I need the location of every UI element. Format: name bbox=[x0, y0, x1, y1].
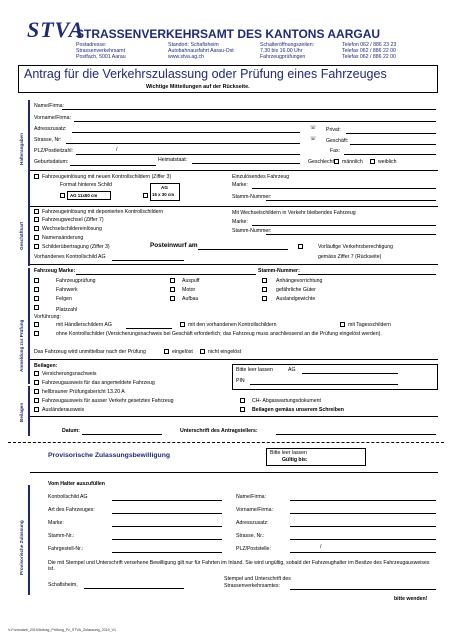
label-unterschrift: Unterschrift des Antragstellers: bbox=[180, 428, 258, 434]
section-beilagen: Beilagen bbox=[19, 402, 24, 422]
item3-checkbox[interactable] bbox=[34, 217, 39, 222]
stempel-field[interactable] bbox=[290, 589, 436, 590]
label-eingeloest: eingelöst bbox=[172, 349, 193, 355]
label-prov-title: Provisorische Zulassungsbewilligung bbox=[48, 452, 170, 459]
motor-checkbox[interactable] bbox=[170, 287, 175, 292]
divider-1 bbox=[30, 170, 438, 171]
ch-checkbox[interactable] bbox=[240, 398, 245, 403]
unterschrift-field[interactable] bbox=[276, 434, 436, 435]
divider-4 bbox=[30, 359, 438, 360]
vorname-field[interactable] bbox=[74, 121, 436, 122]
weiblich-checkbox[interactable] bbox=[370, 159, 375, 164]
label-vorlaeufig: Vorläufige Verkehrsberechtigung bbox=[318, 244, 393, 250]
name-field[interactable] bbox=[62, 109, 436, 110]
divider-5 bbox=[30, 416, 438, 417]
label-stempel2: Strassenverkehrsamtes: bbox=[224, 583, 280, 589]
prov-name-field[interactable] bbox=[290, 500, 436, 501]
label-schafisheim: Schafisheim, bbox=[48, 582, 78, 588]
logo: STVA bbox=[27, 17, 85, 42]
prov-vorname-field[interactable] bbox=[290, 513, 436, 514]
label-heimatstaat: Heimatstaat: bbox=[158, 157, 188, 163]
strasse-field[interactable] bbox=[66, 143, 300, 144]
divider-2 bbox=[30, 206, 438, 207]
datum-field[interactable] bbox=[82, 434, 162, 435]
item5-checkbox[interactable] bbox=[34, 235, 39, 240]
label-privat: Privat: bbox=[326, 127, 341, 133]
label-marke: Marke: bbox=[232, 182, 248, 188]
provisorisch-bar bbox=[28, 485, 30, 595]
prov-art-field[interactable] bbox=[112, 513, 222, 514]
label-wenden: bitte wenden! bbox=[394, 596, 428, 602]
label-einzuloesend: Einzulösendes Fahrzeug bbox=[232, 174, 290, 180]
label-prov-kontrollschild: Kontrollschild AG bbox=[48, 494, 88, 500]
marke-field[interactable] bbox=[252, 188, 436, 189]
item4-checkbox[interactable] bbox=[34, 226, 39, 231]
platzzahl-checkbox[interactable] bbox=[34, 305, 39, 310]
label-format: Format hinteres Schild bbox=[60, 182, 112, 188]
label-prov-art: Art des Fahrzeuges: bbox=[48, 507, 95, 513]
label-item6: Schilderübertragung (Ziffer 3) bbox=[42, 244, 110, 250]
tages-checkbox[interactable] bbox=[340, 322, 345, 327]
header-col-4: Telefon 062 / 886 23 23 Telefax 062 / 886 22 00 Telefax 062 / 886 22 00 bbox=[342, 42, 397, 60]
label-item2: Fahrzeugeinlösung mit deponierten Kontrollschildern bbox=[42, 209, 164, 215]
beilage2-checkbox[interactable] bbox=[34, 380, 39, 385]
fahrwerk-checkbox[interactable] bbox=[34, 287, 39, 292]
label-motor: Motor bbox=[182, 287, 196, 293]
label-geburtsdatum: Geburtsdatum: bbox=[34, 159, 69, 165]
prov-marke-field[interactable] bbox=[112, 526, 222, 527]
header-col-3: Schalteröffnungszeiten: 7.30 bis 16.00 Uhr Fahrzeugprüfungen bbox=[260, 42, 315, 60]
vorhanden-field[interactable] bbox=[112, 260, 184, 261]
gemaess-checkbox[interactable] bbox=[240, 407, 245, 412]
label-tages: mit Tagesschildern bbox=[348, 322, 391, 328]
label-ch: CH- Abgaswartungsdokument bbox=[252, 398, 321, 404]
aufbau-checkbox[interactable] bbox=[170, 296, 175, 301]
gefaehrlich-checkbox[interactable] bbox=[262, 287, 267, 292]
adresszusatz-field[interactable] bbox=[72, 132, 300, 133]
item1-checkbox[interactable] bbox=[34, 174, 39, 179]
label-platzzahl: Platzzahl bbox=[56, 307, 78, 313]
ag-small-checkbox[interactable] bbox=[60, 193, 65, 198]
label-geschaeft: Geschäft: bbox=[326, 138, 349, 144]
label-prov-fahrgestell: Fahrgestell-Nr.: bbox=[48, 546, 84, 552]
prov-plz-slash: / bbox=[320, 544, 322, 550]
label-beilage1: Versicherungsnachweis bbox=[42, 371, 97, 377]
prov-strasse-field[interactable] bbox=[290, 539, 436, 540]
section-pruefung: Anmeldung zur Prüfung bbox=[19, 319, 24, 372]
footer-ref: V-Formulare_2019/Antrag_Prüfung_Fz_STVA_Zulassung_2019_V1 bbox=[8, 628, 117, 632]
ag-big-checkbox[interactable] bbox=[143, 193, 148, 198]
label-gueltig: Gültig bis: bbox=[282, 457, 308, 463]
beilage4-checkbox[interactable] bbox=[34, 398, 39, 403]
label-name: Name/Firma: bbox=[34, 103, 64, 109]
header-col-2: Standort: Schafisheim Autobahnausfahrt Aarau-Ost www.stva.ag.ch bbox=[168, 42, 234, 60]
label-posteinwurf: Posteinwurf am bbox=[150, 242, 198, 249]
pin-field[interactable] bbox=[250, 384, 398, 385]
label-datum: Datum: bbox=[62, 428, 80, 434]
label-wechsel: Mit Wechselschildern in Verkehr bleibendes Fahrzeug bbox=[232, 210, 356, 216]
section-geschaeft: Geschäftsart bbox=[19, 221, 24, 250]
stamm-field[interactable] bbox=[266, 200, 436, 201]
label-item3: Fahrzeugwechsel (Ziffer 7) bbox=[42, 217, 104, 223]
ag-big-top: AG bbox=[161, 185, 168, 190]
marke2-field[interactable] bbox=[252, 225, 436, 226]
label-marke2: Marke: bbox=[232, 219, 248, 225]
label-pruef-marke: Fahrzeug Marke: bbox=[34, 268, 76, 274]
label-ag: AG bbox=[288, 367, 296, 373]
pruef-stamm-field[interactable] bbox=[298, 274, 436, 275]
label-geschlecht: Geschlecht bbox=[308, 159, 334, 165]
label-weiblich: weiblich bbox=[378, 159, 397, 165]
label-beilage3: hellbrauner Prüfungsbericht 13.20 A bbox=[42, 389, 125, 395]
label-vorname: Vorname/Firma: bbox=[34, 115, 71, 121]
stamm2-field[interactable] bbox=[266, 234, 436, 235]
geburtsdatum-field[interactable] bbox=[70, 165, 156, 166]
label-stamm: Stamm-Nummer: bbox=[232, 194, 272, 200]
prov-adresszusatz-field[interactable] bbox=[290, 526, 436, 527]
label-vorfuehrung: Vorführung: bbox=[34, 314, 61, 320]
divider-6 bbox=[30, 472, 438, 473]
prov-plz-field[interactable] bbox=[290, 552, 436, 553]
ag-big-size: 16 x 30 cm bbox=[152, 192, 175, 197]
maennlich-checkbox[interactable] bbox=[334, 159, 339, 164]
label-auspuff: Auspuff bbox=[182, 278, 200, 284]
section-provisorisch: Provisorische Zulassung bbox=[19, 520, 24, 575]
form-subtitle: Wichtige Mitteilungen auf der Rückseite. bbox=[146, 84, 250, 90]
label-beilage5: Ausländerausweis bbox=[42, 407, 85, 413]
label-fahrwerk: Fahrwerk bbox=[56, 287, 78, 293]
label-beilagen-gemaess: Beilagen gemäss unserem Schreiben bbox=[252, 407, 344, 413]
label-fax: Fax: bbox=[330, 148, 341, 154]
label-beilagen: Beilagen: bbox=[34, 363, 58, 369]
label-haendler: mit Händlerschildern AG bbox=[56, 322, 112, 328]
ausland-checkbox[interactable] bbox=[262, 296, 267, 301]
item6-checkbox[interactable] bbox=[34, 244, 39, 249]
label-beilage2: Fahrzeugausweis für das angemeldete Fahrzeug bbox=[42, 380, 155, 386]
section-halter: Halterangaben bbox=[19, 133, 24, 165]
plz-slash: / bbox=[116, 147, 118, 153]
plz-field[interactable] bbox=[76, 154, 300, 155]
ohne-checkbox[interactable] bbox=[34, 331, 39, 336]
label-item1: Fahrzeugeinlösung mit neuen Kontrollschildern (Ziffer 3) bbox=[42, 174, 172, 180]
felgen-checkbox[interactable] bbox=[34, 296, 39, 301]
pruef-marke-field[interactable] bbox=[76, 274, 256, 275]
schafisheim-field[interactable] bbox=[84, 588, 184, 589]
label-vorhandenen: mit den vorhandenen Kontrollschildern bbox=[188, 322, 277, 328]
label-nicht: nicht eingelöst bbox=[208, 349, 242, 355]
label-stempel: Stempel und Unterschrift des bbox=[224, 576, 291, 582]
prov-kontrollschild-field[interactable] bbox=[112, 500, 222, 501]
label-nach: Das Fahrzeug wird unmittelbar nach der Prüfung bbox=[34, 349, 146, 355]
label-maennlich: männlich bbox=[342, 159, 363, 165]
haendler-field[interactable] bbox=[126, 328, 172, 329]
label-bitte: Bitte leer lassen bbox=[236, 367, 273, 373]
label-prov-vorname: Vorname/Firma: bbox=[236, 507, 273, 513]
label-prov-name: Name/Firma: bbox=[236, 494, 266, 500]
geschaeft-bar bbox=[28, 174, 30, 266]
beilage3-checkbox[interactable] bbox=[34, 389, 39, 394]
label-prov-plz: PLZ/Poststelle: bbox=[236, 546, 271, 552]
label-beilage4: Fahrzeugausweis für ausser Verkehr gesetztes Fahrzeug bbox=[42, 398, 174, 404]
label-strasse: Strasse, Nr: bbox=[34, 137, 62, 143]
header-col-1: Postadresse: Strassenverkehrsamt Postfach, 5001 Aarau bbox=[76, 42, 126, 60]
label-fahrzeugpruefung: Fahrzeugprüfung bbox=[56, 278, 96, 284]
label-prov-hinweis: Die mit Stempel und Unterschrift versehene Bewilligung gilt nur für Fahrten im Inland. Sie wird ungültig, sobald der Fahrzeughalter im Besitze des Fahrzeugausweises ist. bbox=[48, 560, 430, 572]
item2-checkbox[interactable] bbox=[34, 209, 39, 214]
beilage1-checkbox[interactable] bbox=[34, 371, 39, 376]
prov-fahrgestell-field[interactable] bbox=[112, 552, 222, 553]
auspuff-checkbox[interactable] bbox=[170, 278, 175, 283]
anhaenge-checkbox[interactable] bbox=[262, 278, 267, 283]
fahrzeugpruefung-checkbox[interactable] bbox=[34, 278, 39, 283]
label-plz: PLZ/Postleitzahl: bbox=[34, 148, 73, 154]
label-item5: Namensänderung bbox=[42, 235, 84, 241]
label-vom-halter: Vom Halter auszufüllen bbox=[48, 481, 105, 487]
label-ausland: Auslandgewichte bbox=[276, 296, 316, 302]
nicht-checkbox[interactable] bbox=[200, 349, 205, 354]
privat-field[interactable] bbox=[346, 133, 436, 134]
label-vorhanden: Vorhandenes Kontrollschild AG bbox=[34, 254, 106, 260]
label-gefaehrlich: gefährliche Güter bbox=[276, 287, 316, 293]
label-pin: PIN bbox=[236, 378, 245, 384]
divider-3 bbox=[30, 264, 438, 265]
beilage5-checkbox[interactable] bbox=[34, 407, 39, 412]
halter-bar bbox=[28, 100, 30, 176]
ag-field[interactable] bbox=[302, 373, 398, 374]
haendler-checkbox[interactable] bbox=[34, 322, 39, 327]
label-prov-stamm: Stamm-Nr.: bbox=[48, 533, 75, 539]
label-prov-adresszusatz: Adresszusatz: bbox=[236, 520, 269, 526]
label-stamm2: Stamm-Nummer: bbox=[232, 228, 272, 234]
geschaeft-field[interactable] bbox=[350, 144, 436, 145]
fax-field[interactable] bbox=[344, 154, 436, 155]
ag-small-plate: AG 11x50 cm bbox=[67, 191, 111, 200]
label-pruef-stamm: Stamm-Nummer: bbox=[258, 268, 300, 274]
label-item4: Wechselschildereinlösung bbox=[42, 226, 102, 232]
vorlaeufig-checkbox[interactable] bbox=[298, 244, 303, 249]
phone-icon: ☏ bbox=[310, 125, 317, 131]
label-felgen: Felgen bbox=[56, 296, 72, 302]
beilagen-bar bbox=[28, 386, 30, 436]
org-title: STRASSENVERKEHRSAMT DES KANTONS AARGAU bbox=[76, 27, 381, 41]
eingeloest-checkbox[interactable] bbox=[164, 349, 169, 354]
label-anhaenge: Anhängevorrichtung bbox=[276, 278, 323, 284]
heimatstaat-field[interactable] bbox=[192, 163, 300, 164]
label-aufbau: Aufbau bbox=[182, 296, 199, 302]
label-prov-bitte: Bitte leer lassen bbox=[270, 450, 307, 456]
label-gemaess: gemäss Ziffer 7 (Rückseite) bbox=[318, 254, 382, 260]
vorhandenen-checkbox[interactable] bbox=[180, 322, 185, 327]
form-title: Antrag für die Verkehrszulassung oder Prüfung eines Fahrzeuges bbox=[24, 67, 387, 81]
phone-icon-2: ☏ bbox=[310, 136, 317, 142]
pruefung-bar bbox=[28, 268, 30, 384]
posteinwurf-field[interactable] bbox=[198, 249, 288, 250]
cut-line bbox=[8, 442, 444, 443]
label-adresszusatz: Adresszusatz: bbox=[34, 126, 67, 132]
prov-stamm-field[interactable] bbox=[112, 539, 222, 540]
label-prov-marke: Marke: bbox=[48, 520, 64, 526]
label-ohne: ohne Kontrollschilder (Versicherungsnachweis bei Geschäft erforderlich; das Fahrzeug muss anschliessend an die Prüfung eingelöst werden). bbox=[56, 331, 382, 337]
label-prov-strasse: Strasse, Nr.: bbox=[236, 533, 265, 539]
